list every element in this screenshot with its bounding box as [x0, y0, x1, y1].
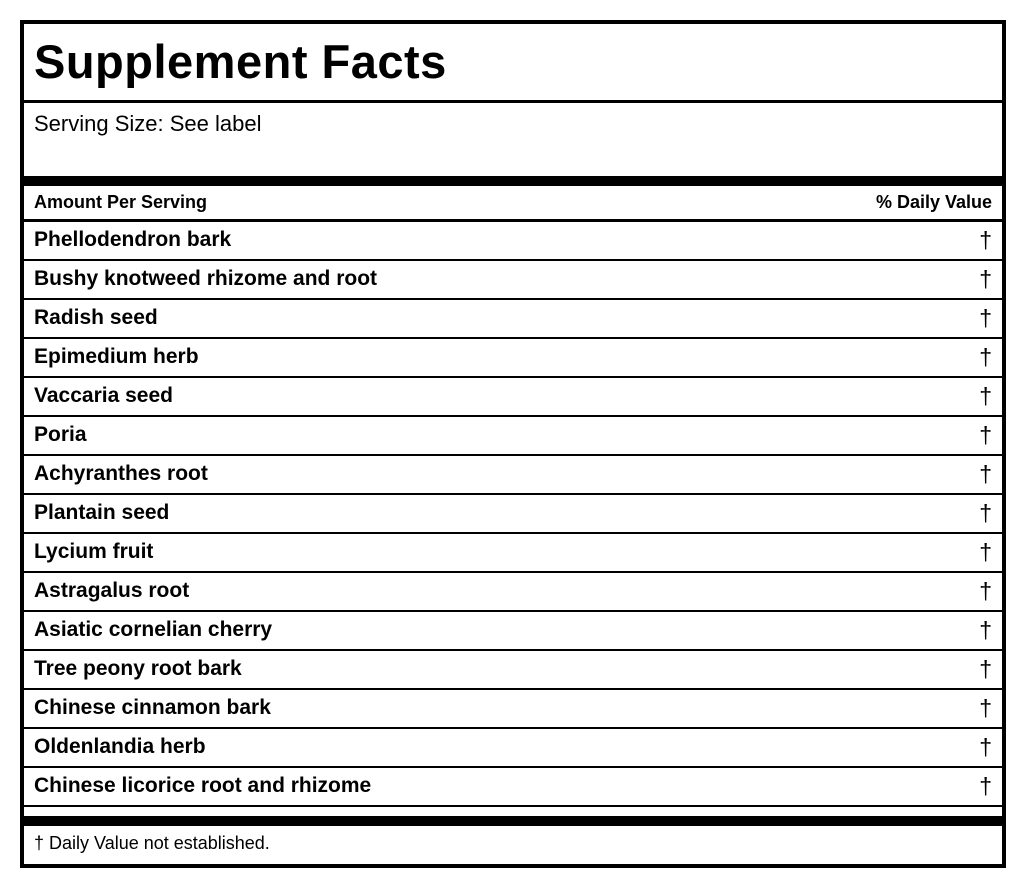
ingredient-name: Poria	[34, 423, 87, 446]
footnote-text: † Daily Value not established.	[34, 833, 270, 853]
ingredient-row	[24, 651, 1002, 690]
ingredient-row	[24, 417, 1002, 456]
ingredient-row	[24, 495, 1002, 534]
daily-value-dagger: †	[979, 578, 992, 604]
ingredient-name: Vaccaria seed	[34, 384, 173, 407]
footnote-section	[24, 826, 1002, 864]
ingredient-name: Radish seed	[34, 306, 158, 329]
ingredient-name: Lycium fruit	[34, 540, 154, 563]
ingredient-name: Achyranthes root	[34, 462, 208, 485]
ingredient-name: Asiatic cornelian cherry	[34, 618, 273, 641]
daily-value-dagger: †	[979, 422, 992, 448]
daily-value-dagger: †	[979, 500, 992, 526]
ingredient-row	[24, 768, 1002, 807]
ingredient-row	[24, 573, 1002, 612]
ingredient-name: Oldenlandia herb	[34, 735, 206, 758]
daily-value-dagger: †	[979, 227, 992, 253]
thick-divider-bottom	[24, 816, 1002, 826]
panel-title-box	[24, 24, 1002, 103]
daily-value-dagger: †	[979, 773, 992, 799]
daily-value-dagger: †	[979, 734, 992, 760]
daily-value-dagger: †	[979, 383, 992, 409]
amount-per-serving-header: Amount Per Serving	[34, 192, 208, 212]
ingredient-row	[24, 534, 1002, 573]
ingredient-row	[24, 300, 1002, 339]
ingredient-name: Chinese licorice root and rhizome	[34, 774, 372, 797]
daily-value-dagger: †	[979, 695, 992, 721]
serving-size-text: Serving Size: See label	[34, 111, 262, 136]
daily-value-dagger: †	[979, 617, 992, 643]
daily-value-header: % Daily Value	[875, 192, 992, 212]
ingredient-list	[24, 222, 1002, 807]
ingredient-name: Tree peony root bark	[34, 657, 242, 680]
ingredient-row	[24, 612, 1002, 651]
daily-value-dagger: †	[979, 461, 992, 487]
daily-value-dagger: †	[979, 344, 992, 370]
ingredient-name: Phellodendron bark	[34, 228, 232, 251]
ingredient-row	[24, 378, 1002, 417]
ingredient-name: Chinese cinnamon bark	[34, 696, 271, 719]
thick-divider-top	[24, 176, 1002, 186]
ingredient-row	[24, 222, 1002, 261]
serving-size-section	[24, 103, 1002, 176]
panel-title: Supplement Facts	[34, 35, 447, 88]
column-header-row	[24, 186, 1002, 222]
ingredient-name: Plantain seed	[34, 501, 170, 524]
ingredient-row	[24, 456, 1002, 495]
daily-value-dagger: †	[979, 305, 992, 331]
daily-value-dagger: †	[979, 266, 992, 292]
ingredient-name: Astragalus root	[34, 579, 190, 602]
daily-value-dagger: †	[979, 656, 992, 682]
ingredient-row	[24, 690, 1002, 729]
daily-value-dagger: †	[979, 539, 992, 565]
ingredient-name: Bushy knotweed rhizome and root	[34, 267, 378, 290]
ingredient-name: Epimedium herb	[34, 345, 199, 368]
ingredient-row	[24, 339, 1002, 378]
supplement-facts-panel	[20, 20, 1006, 868]
ingredient-row	[24, 261, 1002, 300]
ingredient-row	[24, 729, 1002, 768]
